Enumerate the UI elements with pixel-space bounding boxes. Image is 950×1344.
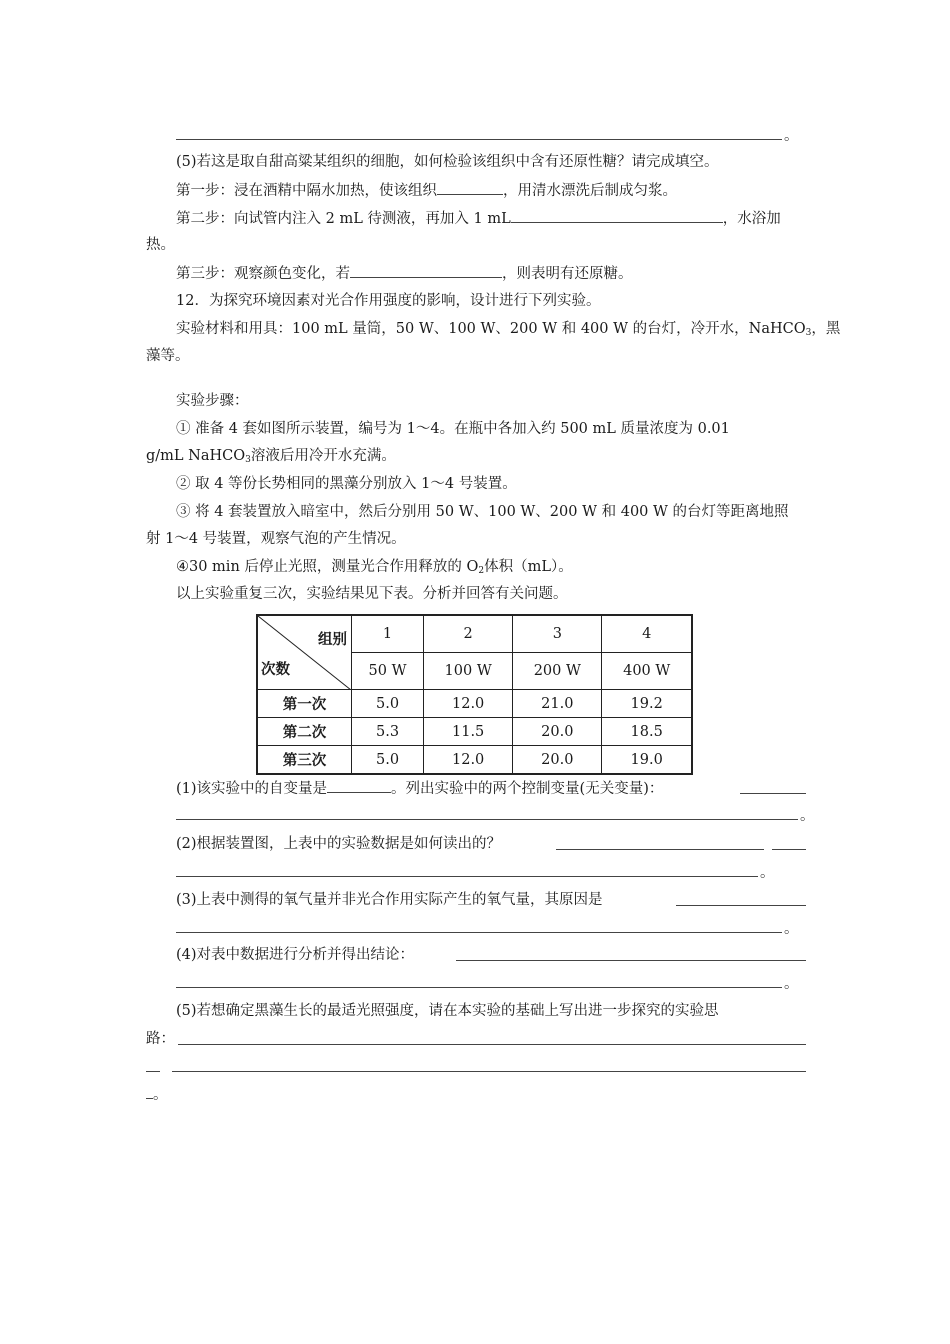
step-3 (176, 263, 633, 284)
subscript: 3 (245, 455, 251, 465)
power-cell: 400 W (602, 653, 692, 690)
answer-line[interactable] (176, 932, 782, 933)
answer-line[interactable] (146, 1098, 153, 1099)
subscript: 2 (478, 566, 485, 576)
end-mark: 。 (800, 808, 815, 824)
power-cell: 200 W (513, 653, 602, 690)
step-1 (176, 180, 677, 201)
blank-field[interactable] (350, 263, 502, 278)
answer-line[interactable] (176, 987, 782, 988)
step-2-line: ② 取 4 等份长势相同的黑藻分别放入 1～4 号装置。 (176, 476, 517, 492)
group-header: 1 (352, 615, 424, 653)
step-2-text-b: ，水浴加 (722, 211, 781, 227)
end-mark: 。 (784, 128, 799, 144)
question-5-cont: 路： (146, 1031, 175, 1047)
answer-line[interactable] (176, 139, 782, 140)
end-mark: 。 (153, 1087, 168, 1103)
step-1-text-b: ，用清水漂洗后制成匀浆。 (503, 183, 677, 199)
power-cell: 100 W (424, 653, 513, 690)
question-5: (5)若想确定黑藻生长的最适光照强度，请在本实验的基础上写出进一步探究的实验思 (176, 1003, 719, 1019)
value-cell: 11.5 (424, 718, 513, 746)
answer-line[interactable] (172, 1071, 806, 1072)
diag-bottom-label: 次数 (261, 662, 290, 678)
end-mark: 。 (784, 976, 799, 992)
steps-title: 实验步骤： (176, 393, 249, 409)
blank-field[interactable] (437, 180, 503, 195)
end-mark: 。 (784, 921, 799, 937)
step-4-line (176, 557, 573, 581)
step-3-text-b: ，则表明有还原糖。 (502, 266, 633, 282)
q12-materials (176, 319, 840, 343)
answer-line[interactable] (740, 793, 806, 794)
value-cell: 12.0 (424, 690, 513, 718)
answer-line[interactable] (146, 1071, 160, 1072)
group-header: 2 (424, 615, 513, 653)
table-row (257, 690, 692, 718)
group-header: 4 (602, 615, 692, 653)
question-4: (4)对表中数据进行分析并得出结论： (176, 947, 415, 963)
answer-line[interactable] (772, 849, 806, 850)
power-cell: 50 W (352, 653, 424, 690)
results-table (256, 614, 693, 775)
blank-field[interactable] (327, 778, 391, 793)
value-cell: 21.0 (513, 690, 602, 718)
q12-materials-cont: 藻等。 (146, 348, 190, 364)
value-cell: 19.0 (602, 746, 692, 775)
step-3-text-a: 第三步：观察颜色变化，若 (176, 266, 350, 282)
question-1 (176, 778, 663, 799)
step-1-text-a: 第一步：浸在酒精中隔水加热，使该组织 (176, 183, 437, 199)
blank-field[interactable] (511, 208, 723, 223)
materials-text-b: ，黑 (811, 321, 841, 337)
step-2-cont: 热。 (146, 237, 175, 253)
step-3-line-a: ③ 将 4 套装置放入暗室中，然后分别用 50 W、100 W、200 W 和 400 W 的台灯等距离地照 (176, 504, 789, 520)
step-1-line-b-post: 溶液后用冷开水充满。 (250, 448, 396, 464)
value-cell: 5.3 (352, 718, 424, 746)
answer-line[interactable] (556, 849, 764, 850)
question-3: (3)上表中测得的氧气量并非光合作用实际产生的氧气量，其原因是 (176, 892, 603, 908)
row-label: 第三次 (257, 746, 352, 775)
value-cell: 18.5 (602, 718, 692, 746)
step-1-line-a: ① 准备 4 套如图所示装置，编号为 1～4。在瓶中各加入约 500 mL 质量浓度为 0.01 (176, 421, 730, 437)
q12-intro: 12．为探究环境因素对光合作用强度的影响，设计进行下列实验。 (176, 293, 601, 309)
step-4-pre: ④30 min 后停止光照，测量光合作用释放的 O (176, 559, 479, 575)
end-mark: 。 (760, 865, 775, 881)
value-cell: 20.0 (513, 746, 602, 775)
step-1-line-b-pre: g/mL NaHCO (146, 448, 246, 464)
table-row (257, 746, 692, 775)
answer-line[interactable] (176, 819, 798, 820)
value-cell: 5.0 (352, 746, 424, 775)
answer-line[interactable] (178, 1044, 806, 1045)
value-cell: 19.2 (602, 690, 692, 718)
answer-line[interactable] (676, 905, 806, 906)
question-1-text-b: 。列出实验中的两个控制变量(无关变量)： (391, 781, 664, 797)
value-cell: 5.0 (352, 690, 424, 718)
row-label: 第二次 (257, 718, 352, 746)
row-label: 第一次 (257, 690, 352, 718)
step-2 (176, 208, 781, 229)
value-cell: 20.0 (513, 718, 602, 746)
table-row (257, 718, 692, 746)
question-5-text: (5)若这是取自甜高粱某组织的细胞，如何检验该组织中含有还原性糖？请完成填空。 (176, 154, 719, 170)
table-header-row (257, 615, 692, 653)
value-cell: 12.0 (424, 746, 513, 775)
materials-text-a: 实验材料和用具：100 mL 量筒，50 W、100 W、200 W 和 400 W 的台灯，冷开水，NaHCO (176, 321, 806, 337)
group-header: 3 (513, 615, 602, 653)
answer-line[interactable] (176, 876, 758, 877)
question-1-text-a: (1)该实验中的自变量是 (176, 781, 328, 797)
diag-top-label: 组别 (318, 632, 347, 648)
step-3-line-b: 射 1～4 号装置，观察气泡的产生情况。 (146, 531, 406, 547)
diagonal-header-cell (257, 615, 352, 690)
step-2-text-a: 第二步：向试管内注入 2 mL 待测液，再加入 1 mL (176, 211, 511, 227)
answer-line[interactable] (456, 960, 806, 961)
repeat-line: 以上实验重复三次，实验结果见下表。分析并回答有关问题。 (176, 586, 568, 602)
subscript: 3 (805, 328, 812, 338)
step-4-post: 体积（mL）。 (484, 559, 573, 575)
question-2: (2)根据装置图，上表中的实验数据是如何读出的？ (176, 836, 502, 852)
step-1-line-b (146, 446, 396, 470)
